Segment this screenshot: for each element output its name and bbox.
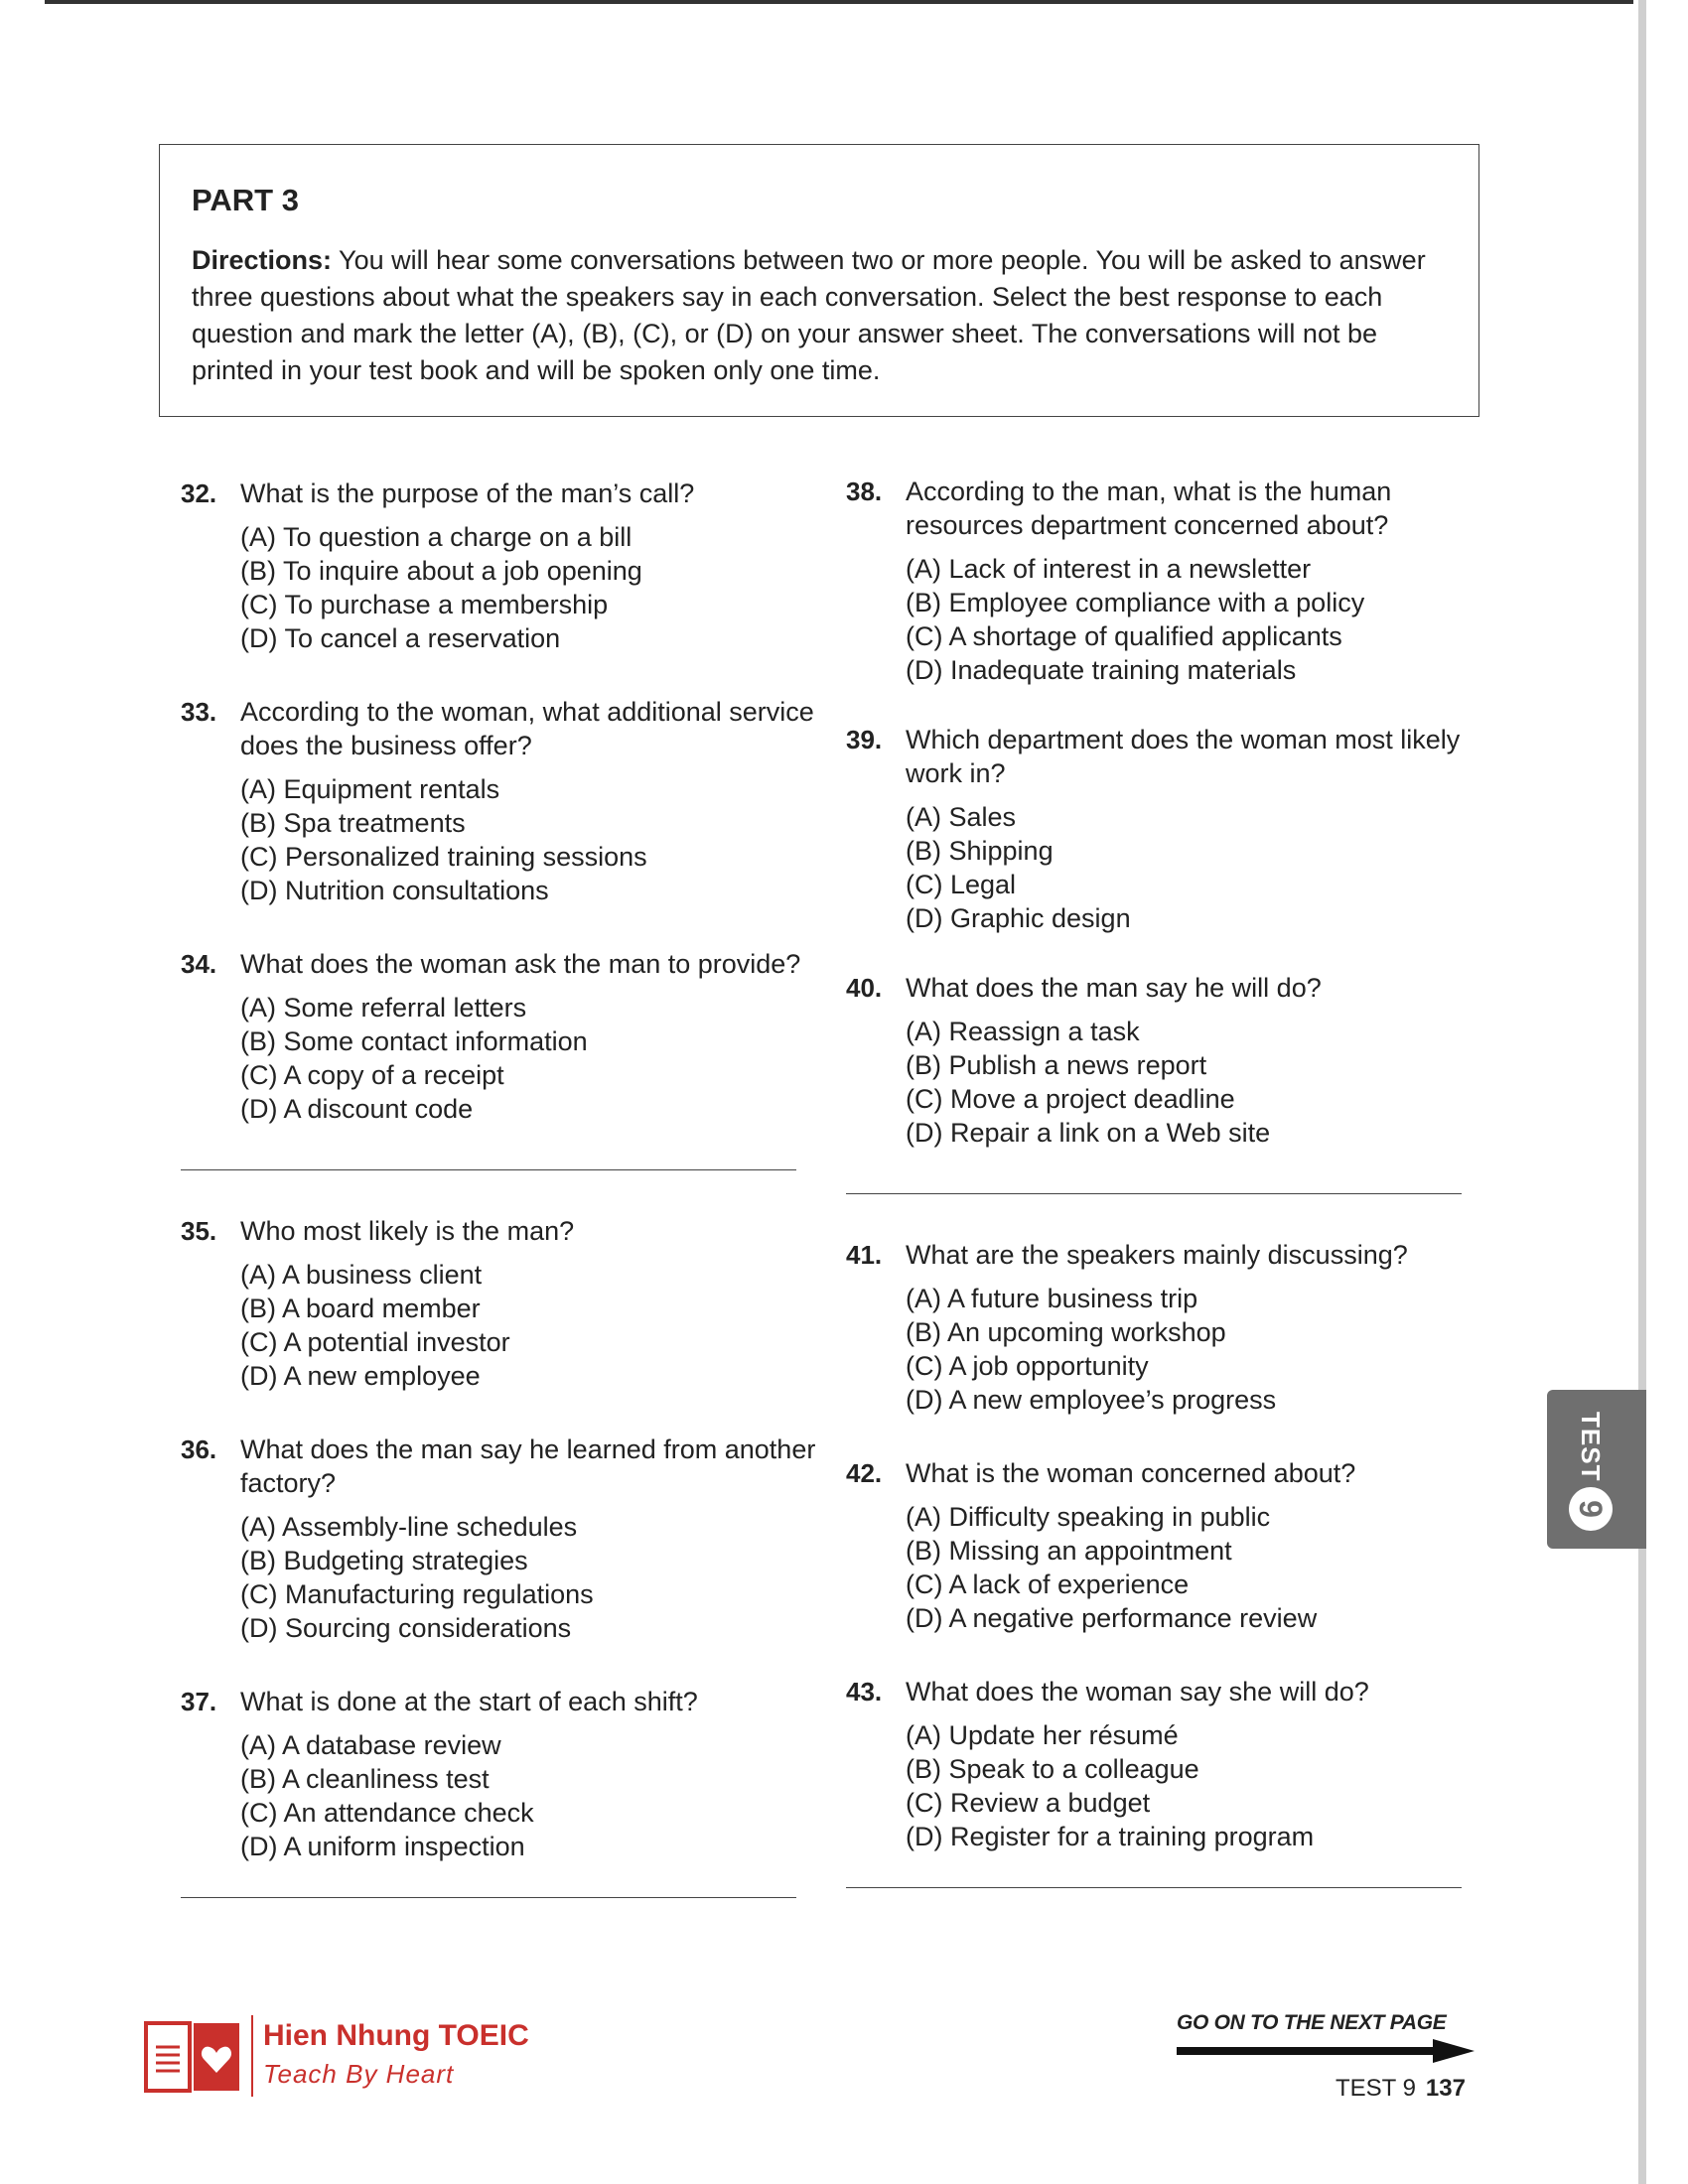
option-d: (D) A new employee’s progress bbox=[906, 1385, 1277, 1415]
directions-label: Directions: bbox=[192, 245, 333, 275]
section-separator bbox=[181, 1897, 796, 1898]
option-c: (C) A lack of experience bbox=[906, 1570, 1190, 1599]
option-a: (A) A business client bbox=[240, 1260, 483, 1290]
question-number: 35. bbox=[181, 1216, 217, 1246]
option-c: (C) Move a project deadline bbox=[906, 1084, 1235, 1114]
option-d: (D) Register for a training program bbox=[906, 1822, 1315, 1851]
option-b: (B) A board member bbox=[240, 1294, 481, 1323]
option-a: (A) Reassign a task bbox=[906, 1017, 1140, 1046]
option-a: (A) A future business trip bbox=[906, 1284, 1198, 1313]
brand-name: Hien Nhung TOEIC bbox=[263, 2019, 529, 2052]
question-text: What are the speakers mainly discussing? bbox=[906, 1240, 1408, 1270]
option-b: (B) Spa treatments bbox=[240, 808, 466, 838]
question-40 bbox=[846, 971, 1481, 1150]
directions-text: You will hear some conversations between two or more people. You will be asked to answer three questions about what the speakers say in each conversation. Select the best response to each question and mark the letter (A), (B), (C), or (D) on your answer sheet. The conversations will not be printed in your test book and will be spoken only one time. bbox=[192, 245, 1426, 385]
right-question-column bbox=[846, 475, 1481, 1888]
question-number: 38. bbox=[846, 477, 883, 506]
option-d: (D) Repair a link on a Web site bbox=[906, 1118, 1271, 1148]
option-c: (C) A job opportunity bbox=[906, 1351, 1149, 1381]
option-c: (C) Review a budget bbox=[906, 1788, 1151, 1818]
brand-logo bbox=[144, 2015, 640, 2105]
option-c: (C) Manufacturing regulations bbox=[240, 1579, 594, 1609]
option-b: (B) Some contact information bbox=[240, 1026, 588, 1056]
answer-options bbox=[906, 800, 1481, 935]
right-arrow-icon bbox=[1177, 2039, 1475, 2063]
question-text: Which department does the woman most likely work in? bbox=[906, 725, 1461, 788]
question-number: 36. bbox=[181, 1434, 217, 1464]
option-c: (C) An attendance check bbox=[240, 1798, 534, 1828]
question-number: 34. bbox=[181, 949, 217, 979]
answer-options bbox=[906, 1718, 1481, 1853]
option-c: (C) A copy of a receipt bbox=[240, 1060, 504, 1090]
page-edge-shadow bbox=[1638, 0, 1646, 2184]
question-36 bbox=[181, 1433, 816, 1645]
option-b: (B) Publish a news report bbox=[906, 1050, 1207, 1080]
go-next-text: GO ON TO THE NEXT PAGE bbox=[1177, 2011, 1447, 2034]
option-a: (A) Assembly-line schedules bbox=[240, 1512, 578, 1542]
answer-options bbox=[906, 1500, 1481, 1635]
question-35 bbox=[181, 1214, 816, 1393]
book-heart-icon bbox=[144, 2017, 243, 2097]
test-side-tab bbox=[1547, 1390, 1646, 1549]
test-label: TEST 9 bbox=[1336, 2075, 1416, 2102]
option-d: (D) Sourcing considerations bbox=[240, 1613, 572, 1643]
answer-options bbox=[240, 1728, 816, 1863]
option-b: (B) To inquire about a job opening bbox=[240, 556, 642, 586]
option-d: (D) A negative performance review bbox=[906, 1603, 1318, 1633]
option-d: (D) Graphic design bbox=[906, 903, 1131, 933]
option-d: (D) Nutrition consultations bbox=[240, 876, 549, 905]
answer-options bbox=[240, 772, 816, 907]
directions bbox=[192, 242, 1449, 389]
answer-options bbox=[240, 991, 816, 1126]
option-b: (B) Missing an appointment bbox=[906, 1536, 1232, 1566]
option-b: (B) Employee compliance with a policy bbox=[906, 588, 1365, 617]
part-title: PART 3 bbox=[192, 183, 299, 217]
option-a: (A) Equipment rentals bbox=[240, 774, 500, 804]
option-a: (A) Update her résumé bbox=[906, 1720, 1179, 1750]
question-text: What does the woman say she will do? bbox=[906, 1677, 1369, 1706]
option-b: (B) A cleanliness test bbox=[240, 1764, 490, 1794]
option-c: (C) Personalized training sessions bbox=[240, 842, 647, 872]
option-a: (A) Some referral letters bbox=[240, 993, 527, 1023]
brand-tagline: Teach By Heart bbox=[263, 2059, 455, 2089]
option-a: (A) Lack of interest in a newsletter bbox=[906, 554, 1312, 584]
question-38 bbox=[846, 475, 1481, 687]
question-32 bbox=[181, 477, 816, 655]
question-number: 39. bbox=[846, 725, 883, 754]
question-42 bbox=[846, 1456, 1481, 1635]
section-separator bbox=[846, 1887, 1462, 1888]
question-34 bbox=[181, 947, 816, 1126]
option-a: (A) A database review bbox=[240, 1730, 501, 1760]
question-number: 37. bbox=[181, 1687, 217, 1716]
question-text: What does the man say he learned from another factory? bbox=[240, 1434, 816, 1498]
option-b: (B) Speak to a colleague bbox=[906, 1754, 1199, 1784]
go-next-page bbox=[1177, 2011, 1475, 2063]
question-number: 43. bbox=[846, 1677, 883, 1706]
question-text: According to the man, what is the human resources department concerned about? bbox=[906, 477, 1392, 540]
option-c: (C) Legal bbox=[906, 870, 1017, 899]
option-c: (C) To purchase a membership bbox=[240, 590, 609, 619]
option-d: (D) A new employee bbox=[240, 1361, 481, 1391]
question-33 bbox=[181, 695, 816, 907]
side-tab-label: TEST bbox=[1576, 1412, 1606, 1482]
question-number: 32. bbox=[181, 478, 217, 508]
question-41 bbox=[846, 1238, 1481, 1417]
option-d: (D) A uniform inspection bbox=[240, 1832, 525, 1861]
answer-options bbox=[240, 1258, 816, 1393]
question-text: What does the man say he will do? bbox=[906, 973, 1322, 1003]
option-a: (A) Sales bbox=[906, 802, 1017, 832]
question-39 bbox=[846, 723, 1481, 935]
answer-options bbox=[906, 552, 1481, 687]
question-number: 41. bbox=[846, 1240, 883, 1270]
option-c: (C) A potential investor bbox=[240, 1327, 510, 1357]
option-d: (D) Inadequate training materials bbox=[906, 655, 1297, 685]
logo-divider bbox=[251, 2015, 253, 2097]
left-question-column bbox=[181, 477, 816, 1898]
question-43 bbox=[846, 1675, 1481, 1853]
question-text: What is the woman concerned about? bbox=[906, 1458, 1356, 1488]
question-number: 33. bbox=[181, 697, 217, 727]
option-a: (A) To question a charge on a bill bbox=[240, 522, 633, 552]
answer-options bbox=[906, 1282, 1481, 1417]
option-b: (B) Shipping bbox=[906, 836, 1054, 866]
top-rule bbox=[45, 0, 1633, 4]
question-text: What is done at the start of each shift? bbox=[240, 1687, 698, 1716]
option-d: (D) A discount code bbox=[240, 1094, 474, 1124]
question-text: According to the woman, what additional service does the business offer? bbox=[240, 697, 814, 760]
question-number: 42. bbox=[846, 1458, 883, 1488]
question-text: What is the purpose of the man’s call? bbox=[240, 478, 695, 508]
option-a: (A) Difficulty speaking in public bbox=[906, 1502, 1271, 1532]
page-footer bbox=[1336, 2075, 1466, 2103]
answer-options bbox=[906, 1015, 1481, 1150]
page-number: 137 bbox=[1425, 2075, 1466, 2102]
option-c: (C) A shortage of qualified applicants bbox=[906, 621, 1342, 651]
question-number: 40. bbox=[846, 973, 883, 1003]
part-directions-box bbox=[159, 144, 1479, 417]
answer-options bbox=[240, 1510, 816, 1645]
question-text: Who most likely is the man? bbox=[240, 1216, 575, 1246]
option-b: (B) An upcoming workshop bbox=[906, 1317, 1226, 1347]
answer-options bbox=[240, 520, 816, 655]
question-text: What does the woman ask the man to provide? bbox=[240, 949, 801, 979]
option-d: (D) To cancel a reservation bbox=[240, 623, 561, 653]
question-37 bbox=[181, 1685, 816, 1863]
side-tab-number: 9 bbox=[1569, 1487, 1613, 1531]
option-b: (B) Budgeting strategies bbox=[240, 1546, 528, 1575]
